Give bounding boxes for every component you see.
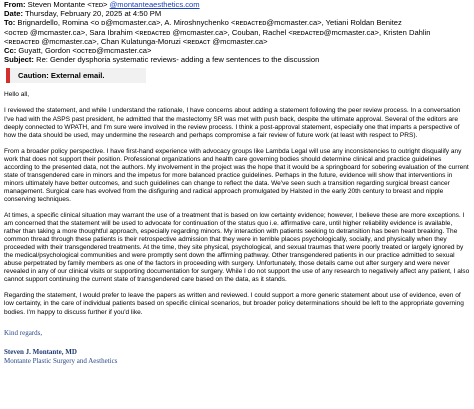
from-label: From:: [4, 0, 26, 9]
caution-banner: [6, 68, 146, 83]
to-line-3: [4, 37, 470, 46]
body-paragraph-4: Regarding the statement, I would prefer to leave the papers as written and reviewed. I could support a more generic statement about use of evidence, even of low certainty, in the care of individual patients based on specific clinical scenarios, but broader policy determinations should be left to the appropriate governing bodies. I'm happy to discuss further if you'd like.: [4, 292, 464, 316]
sender-name: Steven Montante: [27, 0, 86, 9]
cc-line: [4, 46, 470, 55]
email-body: [4, 91, 470, 316]
signature-company: Montante Plastic Surgery and Aesthetics: [4, 356, 118, 365]
cc-recipients[interactable]: Guyatt, Gordon <ᴏᴄᴛᴇᴅ@mcmaster.ca>: [18, 46, 152, 56]
greeting: Hello all,: [4, 91, 30, 99]
date-line: [4, 9, 470, 18]
signature-name: Steven J. Montante, MD: [4, 347, 77, 356]
body-paragraph-3: At times, a specific clinical situation may warrant the use of a treatment that is based on low certainty evidence; however, I believe these are more exceptions. I am concerned that the statement will be used to advocate for continuation of the status quo i.e. affirmative care, until higher reliability evidence is available, rather than taking a more thoughtful approach, especially regarding minors. My interaction with patients seeking to detransition has been heart breaking. The common thread through these patients is their retrospective admission that they were in terrible places psychologically, socially, and physically when they proceeded with their transgendered treatments. At the time, they site physical, psychological, and sexual traumas that were poorly treated or largely ignored by the medical/psychological communities and were promptly sent down the affirming pathway. Other transgendered patients in our practice admitted to sexual abuse perpetrated by family members as one of the factors in proceeding with surgery. Unfortunately, those details came out after surgery and were never revealed in any of our clinical visits or supporting documentation for surgery. While I do not support the use of any research to negatively affect any patient, I also cannot support continuing the current state of transgendered care based on the data, as it stands.: [4, 211, 470, 284]
to-label: To:: [4, 18, 16, 28]
from-line: [4, 0, 470, 9]
to-line: [4, 18, 470, 27]
subject-line: [4, 55, 470, 64]
cc-label: Cc:: [4, 46, 17, 56]
date-label: Date:: [4, 9, 23, 19]
to-line-2: [4, 28, 470, 37]
subject-value: Re: Gender dysphoria systematic reviews- adding a few sentences to the discussion: [36, 55, 320, 65]
closing: Kind regards,: [4, 328, 43, 337]
body-paragraph-2: From a broader policy perspective. I have first-hand experience with advocacy groups like Lambda Legal will use any inconsistencies to outright disqualify any work that does not support their position. Professional organizations and health care governing bodies should determine clinical and practice guidelines according to the presented data, not the authors. My involvement in the project was the hope that it would be a springboard for sobering evaluation of the current state of transgendered care in minors and the impetus for more balanced practice guidelines. Perhaps in the future, evidence will show that interventions in minors ultimately have better outcomes, and such guidelines can change to reflect the data. We've seen such a transition regarding surgical breast cancer management. Surgical care has evolved from the disfiguring and radical approach promulgated by Halsted in the early 20th century to breast and nipple conserving techniques.: [4, 147, 469, 203]
sender-redacted: <ᴛᴇᴅ>: [87, 0, 108, 9]
caution-label: Caution:: [18, 71, 49, 81]
signature: [4, 329, 470, 366]
to-recipients-3[interactable]: <ʀᴇᴅᴀᴄᴛᴇᴅ @mcmaster.ca>, Chan Kulatunga-Moruzi <ʀᴇᴅᴀᴄᴛ @mcmaster.ca>: [4, 36, 268, 46]
sender-email-link[interactable]: @montanteaesthetics.com: [109, 0, 200, 9]
subject-label: Subject:: [4, 55, 34, 65]
to-recipients-1[interactable]: Brignardello, Romina <ᴏ ᴅ@mcmaster.ca>, A. Miroshnychenko <ʀᴇᴅᴀᴄᴛᴇᴅ@mcmaster.ca>, Yetiani Roldan Benitez: [17, 18, 402, 28]
caution-text: External email.: [50, 71, 105, 81]
date-value: Thursday, February 20, 2025 at 4:50 PM: [24, 9, 162, 19]
body-paragraph-1: I reviewed the statement, and while I understand the rationale, I have concerns about adding a statement following the peer review process. In a conversation I've had with the ASPS past president, he admitted that the mastectomy SR was met with push back, despite the ultimate approval. Several of the editors are deeply connected to WPATH, and I'm sure were involved in the review process. I think a post-approval statement, especially one that imparts a perspective of how the data should be used, may undermine the research and perhaps compromise a fair review of future work (at least with respect to PRS).: [4, 107, 461, 139]
email-header: [4, 0, 470, 64]
to-recipients-2[interactable]: <ᴏᴄᴛᴇᴅ @mcmaster.ca>, Sara Ibrahim <ʀᴇᴅᴀᴄᴛᴇᴅ @mcmaster.ca>, Couban, Rachel <ʀᴇᴅᴀᴄᴛᴇᴅ@mcmaster.ca>, Kristen Dahlin: [4, 27, 431, 37]
